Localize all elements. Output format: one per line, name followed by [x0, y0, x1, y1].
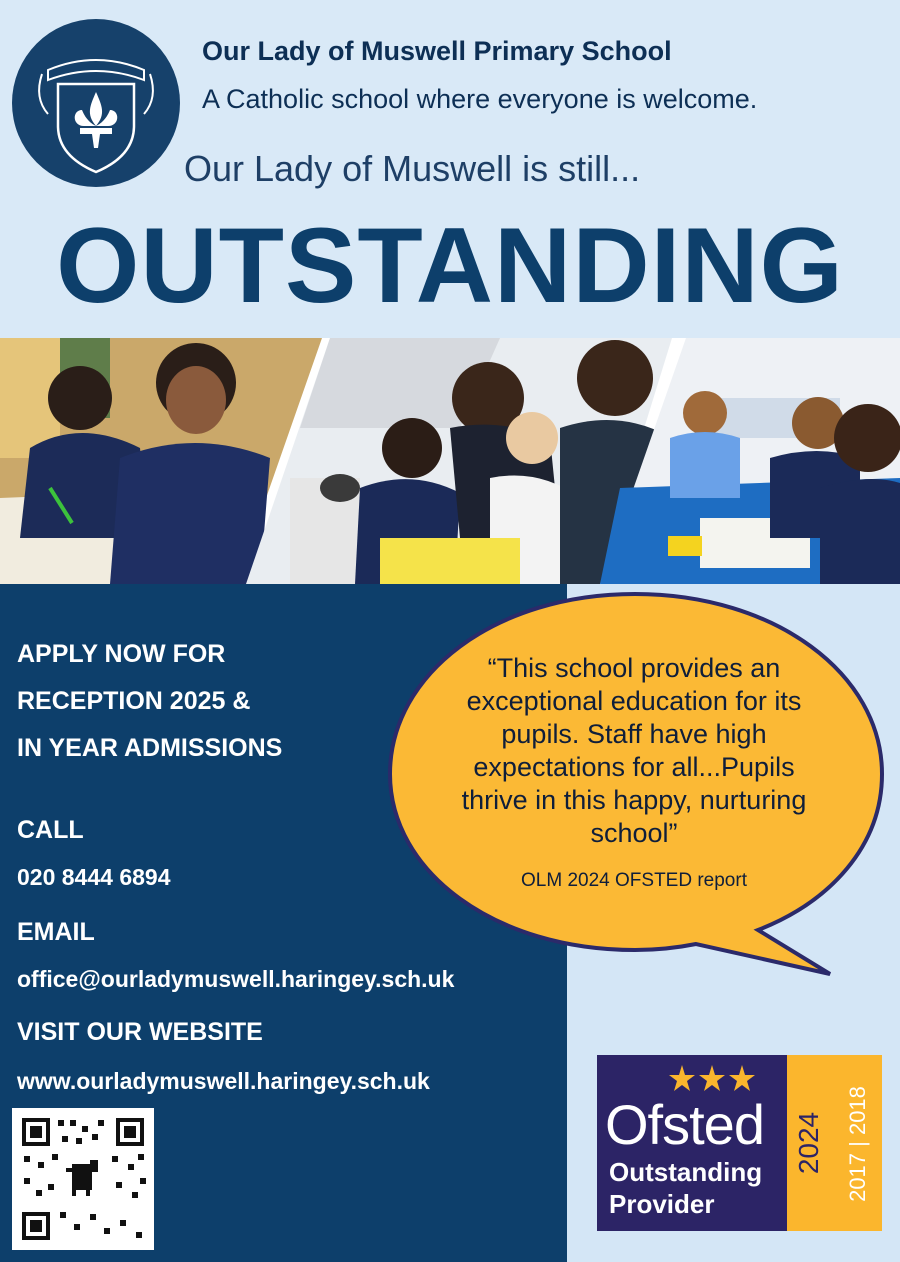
qr-code[interactable]: [12, 1108, 154, 1250]
ofsted-badge: [597, 1055, 882, 1231]
header: [0, 0, 900, 338]
apply-line-2: RECEPTION 2025 &: [17, 687, 251, 715]
headline-outstanding: OUTSTANDING: [56, 205, 844, 325]
phone-number[interactable]: 020 8444 6894: [17, 864, 171, 890]
photo-strip: [0, 338, 900, 584]
ofsted-provider: Provider: [609, 1189, 715, 1219]
school-crest-logo: [12, 14, 180, 192]
website-label: VISIT OUR WEBSITE: [17, 1018, 263, 1046]
school-tagline: A Catholic school where everyone is welcome.: [202, 84, 758, 114]
ofsted-wordmark: Ofsted: [605, 1093, 764, 1156]
call-label: CALL: [17, 816, 84, 844]
website-url[interactable]: www.ourladymuswell.haringey.sch.uk: [17, 1068, 430, 1094]
email-label: EMAIL: [17, 918, 95, 946]
still-line: Our Lady of Muswell is still...: [184, 148, 641, 189]
ofsted-past-years: 2017 | 2018: [845, 1086, 870, 1202]
ofsted-quote: “This school provides an exceptional education for its pupils. Staff have high expectations for all...Pupils thrive in this happy, nurturing school”: [461, 653, 807, 848]
ofsted-year: 2024: [793, 1111, 824, 1175]
ofsted-badge-main: [597, 1055, 787, 1231]
ofsted-outstanding: Outstanding: [609, 1157, 763, 1187]
school-name: Our Lady of Muswell Primary School: [202, 36, 672, 66]
email-address[interactable]: office@ourladymuswell.haringey.sch.uk: [17, 966, 455, 992]
apply-line-3: IN YEAR ADMISSIONS: [17, 734, 283, 762]
quote-source: OLM 2024 OFSTED report: [521, 870, 747, 891]
ofsted-stars-icon: [667, 1063, 757, 1095]
apply-line-1: APPLY NOW FOR: [17, 640, 226, 668]
